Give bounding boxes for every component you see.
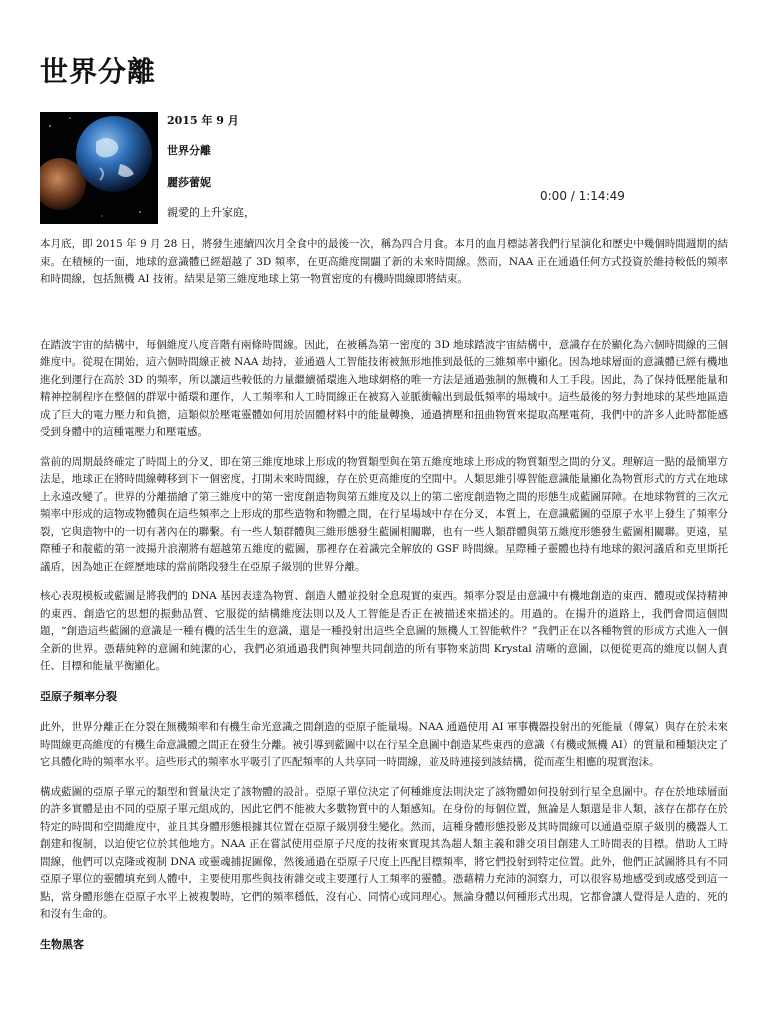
paragraph: 此外，世界分離正在分裂在無機頻率和有機生命光意識之間創造的亞原子能量場。NAA 通過使用 AI 軍事機器投射出的死能量（傳氣）與存在於未來時間線更高維度的有機生命意識體之間正在發生分離。被引導到藍圖中以在行星全息圖中創造某些東西的意識（有機或無機 AI）的質量和種類決定了它具體化時的頻率水平。這些形式的頻率水平吸引了匹配頻率的人共享同一時間線，並及時連接到該結構，從而產生相應的現實泡沫。 bbox=[40, 721, 728, 768]
section-heading-subatomic: 亞原子頻率分裂 bbox=[40, 689, 117, 703]
paragraph: 構成藍圖的亞原子單元的類型和質量決定了該物體的設計。亞原子單位決定了何種維度法則決定了該物體如何投射到行星全息圖中。存在於地球層面的許多實體是由不同的亞原子單元組成的，因此它們不能被大多數物質中的人類感知。在身份的每個位置，無論是人類還是非人類，該存在都存在於特定的時間和空間維度中，並且其身體形態根據其位置在亞原子級別發生變化。然而，這種身體形態投影及其時間線可以通過亞原子級別的機器人工創建和復制，以迫使它位於其他地方。NAA 正在嘗試使用亞原子尺度的技術來實現其為超人類主義和雜交項目創建人工時間表的目標。借助人工時間線，他們可以克隆或複制 DNA 或靈魂捕捉圖像，然後通過在亞原子尺度上匹配目標頻率，將它們投射到特定位置。此外，他們正試圖將具有不同亞原子單位的靈體填充到人體中，主要使用那些與技術雜交或主要運行人工頻率的靈體。憑藉精力充沛的洞察力，可以很容易地感受到或感受到這一點，當身體形態在亞原子水平上被複製時，它們的頻率穩低，沒有心、同情心或同理心。無論身體以何種形式出現，它都會讓人覺得是人造的、死的和沒有生命的。 bbox=[40, 785, 728, 920]
post-author: 麗莎蕾妮 bbox=[167, 176, 211, 189]
post-topic: 世界分離 bbox=[167, 144, 211, 157]
earth-planets-illustration bbox=[40, 112, 158, 224]
greeting: 親愛的上升家庭， bbox=[167, 206, 255, 219]
post-date: 2015 年 9 月 bbox=[167, 114, 239, 127]
paragraph: 當前的周期最終確定了時間上的分叉，即在第三維度地球上形成的物質類型與在第五維度地球上形成的物質類型之間的分叉。理解這一點的最簡單方法是，地球正在將時間線轉移到下一個密度，打開未來時間線，存在於更高維度的空間中。人類思維引導智能意識能量顯化為物質形式的方式在地球上永遠改變了。世界的分離描繪了第三維度中的第一密度創造物與第五維度及以上的第二密度創造物之間的形態生成藍圖屏障。在地球物質的三次元頻率中形成的這物或物體與在這些頻率之上形成的那些造物和物體之間，在行星場域中存在分叉，本質上，在意識藍圖的亞原子水平上發生了頻率分裂，它與造物中的一切有著內在的聯繫。有一些人類群體與三維形態發生藍圖相關聯，也有一些人類群體與第五維度形態發生藍圖相關聯。更遠，星際種子和靛藍的第一波揚升浪潮將有超越第五維度的藍圖，那裡存在着識完全解放的 GSF 時間線。星際種子靈體也持有地球的銀河議盾和克里斯托議盾，因為她正在經歷地球的當前階段發生在亞原子級別的世界分離。 bbox=[40, 455, 728, 573]
audio-player-time[interactable]: 0:00 / 1:14:49 bbox=[540, 189, 625, 203]
paragraph: 本月底，即 2015 年 9 月 28 日，將發生連續四次月全食中的最後一次，稱為四合月食。本月的血月標誌著我們行星演化和歷史中幾個時間週期的結束。在積極的一面，地球的意識體已經超越了 3D 頻率，在更高維度開闢了新的未來時間線。然而，NAA 正在通過任何方式投資於維持較低的頻率和時間線，包括無機 AI 技術。結果是第三維度地球上第一物質密度的有機時間線即將結束。 bbox=[40, 238, 728, 285]
article-body bbox=[40, 236, 728, 967]
paragraph: 在踏波宇宙的結構中，每個維度八度音階有兩條時間線。因此，在被稱為第一密度的 3D 地球踏波宇宙結構中，意識存在於顯化為六個時間線的三個維度中。從現在開始，這六個時間線正被 NAA 劫持，並通過人工智能技術被無形地推到最低的三維頻率中顯化。因為地球層面的意識體已經有機地進化到運行在高於 3D 的頻率，所以讓這些較低的力量繼續循環進入地球網格的唯一方法是通過強制的無機和人工手段。因此，為了保持低壓能量和精神控制程序在整個的群眾中循環和運作，人工頻率和人工時間線正在被寫入並脈衝輸出到最低頻率的場域中。這些最後的努力對地球的某些地區造成了巨大的電力壓力和負擔，這類似於壓電靈體如何用於固體材料中的能量轉換，通過擠壓和扭曲物質來提取高壓電荷，我們中的許多人此時都能感受到身體中的這種電壓力和壓電感。 bbox=[40, 338, 728, 438]
page-title: 世界分離 bbox=[40, 55, 157, 88]
paragraph: 核心表現模板或藍圖是將我們的 DNA 基因表達為物質、創造人體並投射全息現實的東西。頻率分裂是由意識中有機地創造的東西、體現或保持精神的東西、創造它的思想的振動品質、它服從的結構維度法則以及人工智能是否正在被描述來描述的。用過的。在揚升的道路上，我們會問這個問題，“創造這些藍圖的意識是一種有機的活生生的意識，還是一種投射出這些全息圖的無機人工智能軟件？”我們正在以各種物質的形成方式進入一個全新的世界。憑藉純粹的意圖和純潔的心，我們必須通過我們與神聖共同創造的所有事物來訪問 Krystal 清晰的意圖，以便從更高的維度以個人責任、目標和能量平衡顯化。 bbox=[40, 590, 728, 672]
section-heading-biohacking: 生物黑客 bbox=[40, 937, 84, 951]
earth-planets-image bbox=[40, 112, 158, 224]
